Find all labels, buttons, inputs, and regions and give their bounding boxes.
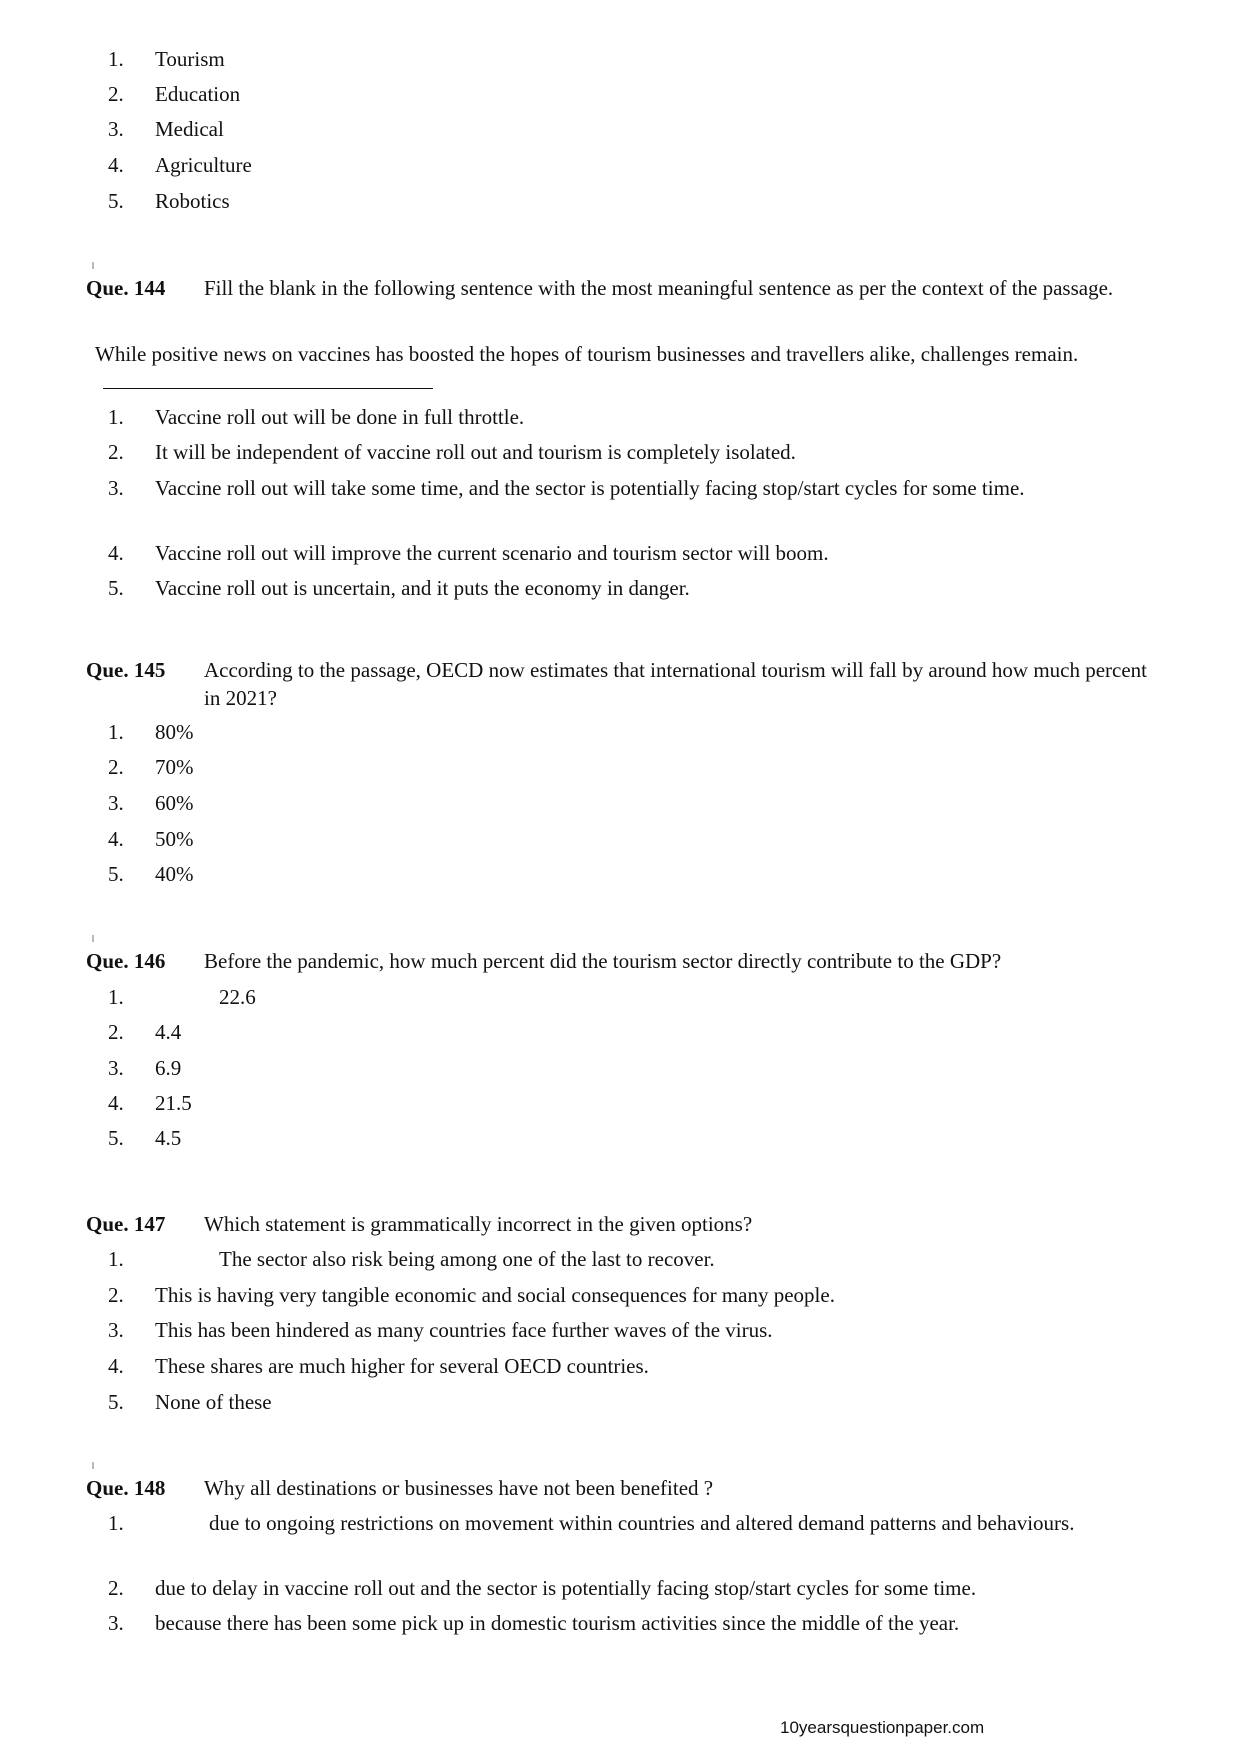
option-number: 1. xyxy=(108,1247,124,1271)
option-text: Vaccine roll out is uncertain, and it puts the economy in danger. xyxy=(155,576,690,600)
option-text: This is having very tangible economic and social consequences for many people. xyxy=(155,1283,835,1307)
option-text: Tourism xyxy=(155,47,225,71)
option-number: 3. xyxy=(108,1056,124,1080)
option-number: 4. xyxy=(108,541,124,565)
option-number: 2. xyxy=(108,82,124,106)
option-number: 2. xyxy=(108,1283,124,1307)
option-text: 4.4 xyxy=(155,1020,182,1044)
option-number: 5. xyxy=(108,862,124,886)
option-text: 60% xyxy=(155,791,194,815)
fill-blank-sentence xyxy=(95,340,1155,396)
scan-mark xyxy=(92,1462,94,1469)
option-number: 3. xyxy=(108,117,124,141)
option-number: 5. xyxy=(108,189,124,213)
sentence-text: While positive news on vaccines has boosted the hopes of tourism businesses and travellers alike, challenges remain. xyxy=(95,342,1079,366)
option-number: 5. xyxy=(108,576,124,600)
question-text: According to the passage, OECD now estimates that international tourism will fall by around how much percent in 2021? xyxy=(204,658,1148,710)
option-number: 4. xyxy=(108,1091,124,1115)
question-number: Que. 145 xyxy=(86,658,166,682)
scan-mark xyxy=(92,262,94,269)
option-number: 5. xyxy=(108,1126,124,1150)
option-text: None of these xyxy=(155,1390,272,1414)
option-text: It will be independent of vaccine roll out and tourism is completely isolated. xyxy=(155,440,796,464)
option-text: 80% xyxy=(155,720,194,744)
option-text: Agriculture xyxy=(155,153,252,177)
option-text: This has been hindered as many countries face further waves of the virus. xyxy=(155,1318,773,1342)
option-number: 2. xyxy=(108,1020,124,1044)
scan-mark xyxy=(92,935,94,942)
option-number: 1. xyxy=(108,405,124,429)
option-number: 4. xyxy=(108,1354,124,1378)
option-text: Education xyxy=(155,82,241,106)
option-text: 70% xyxy=(155,755,194,779)
option-text: 4.5 xyxy=(155,1126,182,1150)
option-number: 2. xyxy=(108,755,124,779)
option-number: 2. xyxy=(108,440,124,464)
option-number: 1. xyxy=(108,720,124,744)
option-number: 1. xyxy=(108,985,124,1009)
question-text: Which statement is grammatically incorrect in the given options? xyxy=(204,1212,753,1236)
option-text: 21.5 xyxy=(155,1091,192,1115)
blank-line xyxy=(103,368,433,389)
option-text: Vaccine roll out will take some time, and the sector is potentially facing stop/start cycles for some time. xyxy=(155,476,1025,500)
option-text: 22.6 xyxy=(219,985,256,1009)
option-number: 3. xyxy=(108,1611,124,1635)
option-number: 1. xyxy=(108,47,124,71)
option-text: due to ongoing restrictions on movement within countries and altered demand patterns and behaviours. xyxy=(209,1511,1075,1535)
option-number: 3. xyxy=(108,791,124,815)
question-number: Que. 146 xyxy=(86,949,166,973)
option-text: 50% xyxy=(155,827,194,851)
option-text: because there has been some pick up in domestic tourism activities since the middle of the year. xyxy=(155,1611,960,1635)
question-number: Que. 144 xyxy=(86,276,166,300)
option-number: 3. xyxy=(108,476,124,500)
question-text: Why all destinations or businesses have not been benefited ? xyxy=(204,1476,714,1500)
option-text: Vaccine roll out will improve the current scenario and tourism sector will boom. xyxy=(155,541,829,565)
option-text: Robotics xyxy=(155,189,230,213)
option-number: 1. xyxy=(108,1511,124,1535)
question-number: Que. 148 xyxy=(86,1476,166,1500)
option-number: 4. xyxy=(108,827,124,851)
option-text: The sector also risk being among one of the last to recover. xyxy=(219,1247,715,1271)
option-number: 4. xyxy=(108,153,124,177)
footer-site-link[interactable]: 10yearsquestionpaper.com xyxy=(780,1718,985,1737)
question-text: Before the pandemic, how much percent did the tourism sector directly contribute to the GDP? xyxy=(204,949,1002,973)
option-text: Vaccine roll out will be done in full throttle. xyxy=(155,405,525,429)
option-number: 2. xyxy=(108,1576,124,1600)
option-number: 5. xyxy=(108,1390,124,1414)
option-text: due to delay in vaccine roll out and the sector is potentially facing stop/start cycles for some time. xyxy=(155,1576,977,1600)
option-number: 3. xyxy=(108,1318,124,1342)
question-number: Que. 147 xyxy=(86,1212,166,1236)
question-text: Fill the blank in the following sentence with the most meaningful sentence as per the context of the passage. xyxy=(204,276,1114,300)
option-text: These shares are much higher for several OECD countries. xyxy=(155,1354,649,1378)
option-text: 6.9 xyxy=(155,1056,182,1080)
option-text: Medical xyxy=(155,117,224,141)
option-text: 40% xyxy=(155,862,194,886)
